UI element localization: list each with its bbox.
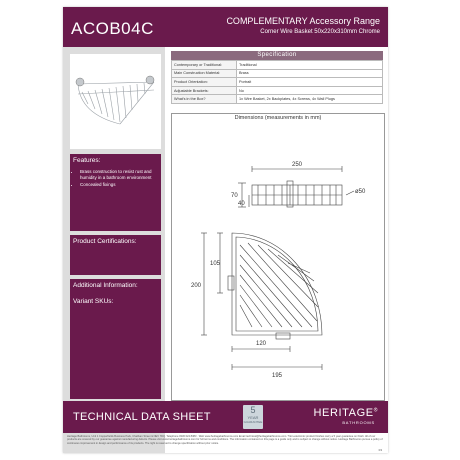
table-row xyxy=(172,69,383,78)
footer-bar xyxy=(63,401,388,433)
table-row xyxy=(172,78,383,87)
specification-title: Specification xyxy=(171,51,383,60)
dim-height-b-label: 40 xyxy=(238,201,245,207)
sheet-title: TECHNICAL DATA SHEET xyxy=(73,411,211,423)
data-sheet-page xyxy=(63,7,388,453)
badge-year: YEAR xyxy=(247,415,259,420)
spec-value: Portrait xyxy=(237,78,383,87)
page-number: 03 xyxy=(378,448,382,452)
list-item: • Brass construction to resist rust and humidity in a bathroom environment xyxy=(80,169,161,181)
additional-info-panel xyxy=(70,279,161,399)
product-photo xyxy=(70,54,161,149)
brand-logo xyxy=(313,407,378,419)
fine-print: Heritage Bathrooms, Unit 1 Copperfields Business Park, Chatham Street & NEV 7DQ. Telephone 0330 024 8383 · Web www.heritagebathrooms.com Email technical@heritagebathrooms.com. *Non-electronic product finishes carry a 5 year guarantee on finish. All of our products are covered by our guarantee against manufacturing defects. Please visit www.heritagebathrooms.com for full terms and conditions. The information contained on this page is a guide only and is subject to change without notice. Heritage Bathrooms pursue a policy of continuous improvement in design and performance of its products. The right is reserved to change specification without prior notice. xyxy=(67,435,383,445)
spec-key: Contemporary or Traditional: xyxy=(172,61,237,70)
range-title: COMPLEMENTARY Accessory Range xyxy=(226,16,380,26)
specification-table xyxy=(171,60,383,104)
corner-basket-image xyxy=(70,54,161,149)
dim-width-label: 250 xyxy=(291,162,303,168)
certifications-panel xyxy=(70,235,161,275)
features-title: Features: xyxy=(73,157,101,164)
spec-key: What's in the Box? xyxy=(172,95,237,104)
brand-mark: ® xyxy=(373,407,378,414)
badge-guarantee: GUARANTEE xyxy=(243,420,263,424)
dim-depth-b-label: 195 xyxy=(271,373,283,379)
brand-name: HERITAGE xyxy=(313,407,374,419)
spec-value: Brass xyxy=(237,69,383,78)
features-panel xyxy=(70,154,161,231)
table-row xyxy=(172,61,383,70)
product-subtitle: Corner Wire Basket 50x220x310mm Chrome xyxy=(260,29,380,35)
dimension-drawing xyxy=(172,121,384,397)
dim-side-a-label: 105 xyxy=(210,261,221,267)
spec-value: 1x Wire Basket, 2x Backplates, 4x Screws, 4x Wall Plugs xyxy=(237,95,383,104)
spec-value: Traditional xyxy=(237,61,383,70)
dim-diameter-label: ø50 xyxy=(355,189,366,195)
variant-skus-title: Variant SKUs: xyxy=(73,298,114,305)
table-row xyxy=(172,95,383,104)
dimensions-panel xyxy=(171,113,385,401)
spec-value: No xyxy=(237,86,383,95)
guarantee-badge-icon xyxy=(243,405,263,429)
dimensions-title: Dimensions (measurements in mm) xyxy=(234,115,322,121)
header-bar xyxy=(63,7,388,47)
specification-panel xyxy=(171,51,383,104)
spec-key: Main Construction Material: xyxy=(172,69,237,78)
badge-number: 5 xyxy=(250,405,256,415)
additional-info-title: Additional Information: xyxy=(73,282,138,289)
list-item: • Concealed fixings xyxy=(80,182,161,188)
dim-depth-a-label: 120 xyxy=(255,341,267,347)
spec-key: Product Orientation: xyxy=(172,78,237,87)
dim-height-a-label: 70 xyxy=(231,193,238,199)
table-row xyxy=(172,86,383,95)
product-code: ACOB04C xyxy=(71,19,154,38)
dim-side-b-label: 200 xyxy=(191,283,202,289)
brand-subtitle: BATHROOMS xyxy=(342,420,375,425)
certifications-title: Product Certifications: xyxy=(73,238,137,245)
features-list xyxy=(70,169,161,188)
spec-key: Adjustable Brackets: xyxy=(172,86,237,95)
